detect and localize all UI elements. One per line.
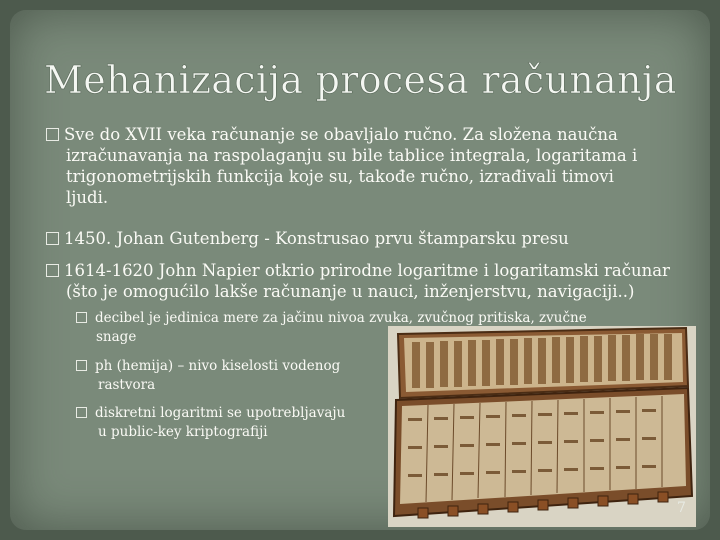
subbullet-1	[76, 309, 676, 347]
napier-bones-image	[388, 326, 696, 527]
subbullet-2-line-1: ph (hemija) – nivo kiselosti vodenog	[95, 358, 341, 374]
bullet-square-icon	[46, 264, 59, 277]
bullet-1-line-2: izračunavanja na raspolaganju su bile tablice integrala, logaritama i	[66, 146, 638, 165]
subbullet-1-line-2: snage	[96, 329, 137, 345]
bullet-3-line-2: (što je omogućilo lakše računanje u nauci, inženjerstvu, navigaciji..)	[66, 282, 635, 301]
bullet-1-line-1: Sve do XVII veka računanje se obavljalo ručno. Za složena naučna	[64, 125, 618, 144]
subbullet-3	[76, 404, 396, 442]
bullet-2-line-1: 1450. Johan Gutenberg - Konstrusao prvu štamparsku presu	[64, 229, 569, 248]
napier-bones-photo	[388, 326, 696, 527]
subbullet-3-line-1: diskretni logaritmi se upotrebljavaju	[95, 405, 346, 421]
bullet-3-line-1: 1614-1620 John Napier otkrio prirodne logaritme i logaritamski računar	[64, 261, 670, 280]
subbullet-square-icon	[76, 360, 87, 371]
bullet-1	[46, 124, 686, 208]
bullet-2	[46, 228, 686, 249]
bullet-1-line-3: trigonometrijskih funkcija koje su, takođe ručno, izrađivali timovi	[66, 167, 614, 186]
subbullet-square-icon	[76, 312, 87, 323]
bullet-1-line-4: ljudi.	[66, 188, 109, 207]
subbullet-1-line-1: decibel je jedinica mere za jačinu nivoa zvuka, zvučnog pritiska, zvučne	[95, 310, 587, 326]
subbullet-3-line-2: u public-key kriptografiji	[98, 424, 268, 440]
slide-title: Mehanizacija procesa računanja	[44, 58, 677, 102]
subbullet-2	[76, 357, 396, 395]
subbullet-2-line-2: rastvora	[98, 377, 156, 393]
page-number: 7	[677, 500, 686, 516]
bullet-square-icon	[46, 128, 59, 141]
bullet-3	[46, 260, 696, 302]
bullet-square-icon	[46, 232, 59, 245]
subbullet-square-icon	[76, 407, 87, 418]
